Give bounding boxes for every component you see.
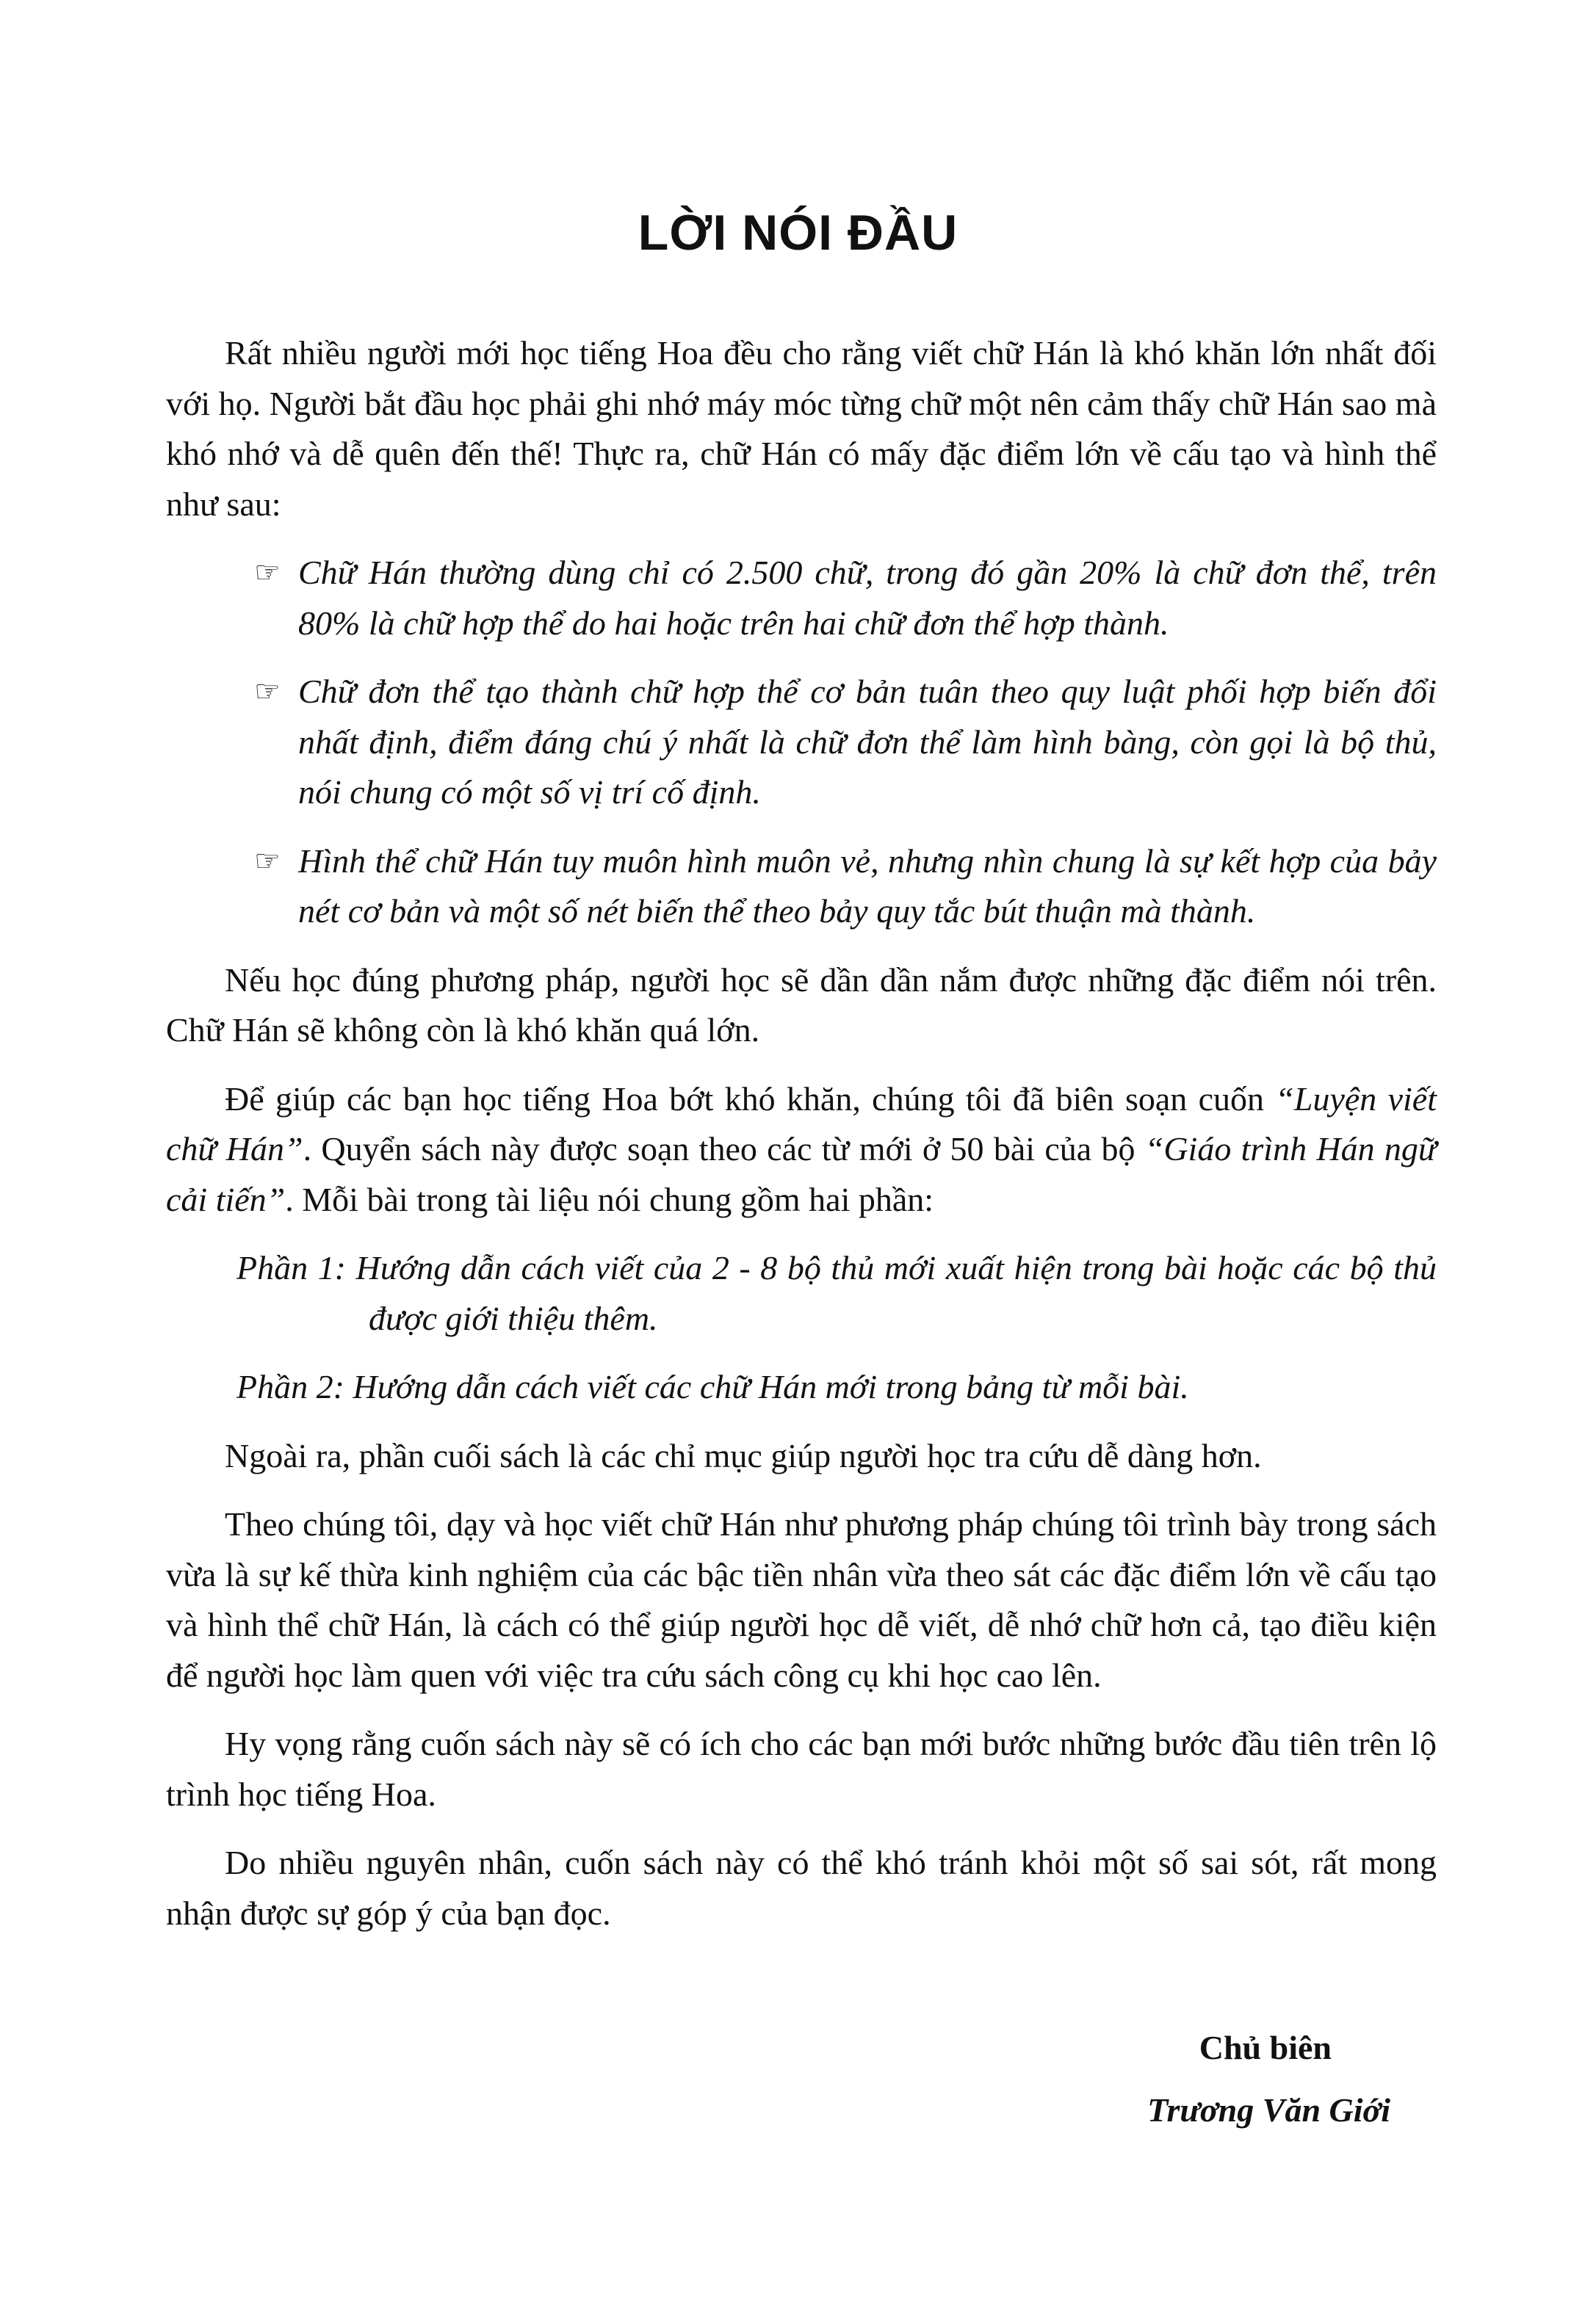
pointing-hand-icon: ☞ xyxy=(254,556,281,590)
part-item: Phần 2: Hướng dẫn cách viết các chữ Hán mới trong bảng từ mỗi bài. xyxy=(236,1368,1189,1405)
opinion-paragraph: Theo chúng tôi, dạy và học viết chữ Hán như phương pháp chúng tôi trình bày trong sách vừa là sự kế thừa kinh nghiệm của các bậc tiền nhân vừa theo sát các đặc điểm lớn về cấu tạo và hình thể chữ Hán, là cách có thể giúp người học dễ viết, dễ nhớ chữ hơn cả, tạo điều kiện để người học làm quen với việc tra cứu sách công cụ khi học cao lên. xyxy=(166,1505,1437,1694)
list-item xyxy=(166,667,1437,818)
signature-role: Chủ biên xyxy=(1199,2029,1332,2066)
errors-paragraph: Do nhiều nguyên nhân, cuốn sách này có thể khó tránh khỏi một số sai sót, rất mong nhận được sự góp ý của bạn đọc. xyxy=(166,1844,1437,1932)
part-item: Phần 1: Hướng dẫn cách viết của 2 - 8 bộ thủ mới xuất hiện trong bài hoặc các bộ thủ được giới thiệu thêm. xyxy=(236,1249,1437,1337)
page-title: LỜI NÓI ĐẦU xyxy=(638,205,958,261)
list-item-text: Chữ đơn thể tạo thành chữ hợp thể cơ bản tuân theo quy luật phối hợp biến đổi nhất định, điểm đáng chú ý nhất là chữ đơn thể làm hình bàng, còn gọi là bộ thủ, nói chung có một số vị trí cố định. xyxy=(298,673,1437,811)
feature-list xyxy=(166,548,1437,937)
book-paragraph xyxy=(166,1074,1437,1226)
list-item xyxy=(166,548,1437,648)
index-paragraph: Ngoài ra, phần cuối sách là các chỉ mục giúp người học tra cứu dễ dàng hơn. xyxy=(225,1436,1262,1474)
book-title-1: “Luyện viết chữ Hán” xyxy=(166,1079,1437,1168)
pointing-hand-icon: ☞ xyxy=(254,675,281,709)
parts-list xyxy=(166,1243,1437,1413)
intro-paragraph: Rất nhiều người mới học tiếng Hoa đều cho rằng viết chữ Hán là khó khăn lớn nhất đối với họ. Người bắt đầu học phải ghi nhớ máy móc từng chữ một nên cảm thấy chữ Hán sao mà khó nhớ và dễ quên đến thế! Thực ra, chữ Hán có mấy đặc điểm lớn về cấu tạo và hình thể như sau: xyxy=(166,334,1437,523)
list-item xyxy=(166,836,1437,937)
book-text: Để giúp các bạn học tiếng Hoa bớt khó khăn, chúng tôi đã biên soạn cuốn xyxy=(225,1079,1276,1118)
method-paragraph: Nếu học đúng phương pháp, người học sẽ dần dần nắm được những đặc điểm nói trên. Chữ Hán sẽ không còn là khó khăn quá lớn. xyxy=(166,960,1437,1049)
book-title-2: “Giáo trình Hán ngữ cải tiến” xyxy=(166,1130,1437,1218)
book-text: . Quyển sách này được soạn theo các từ mới ở 50 bài của bộ xyxy=(303,1130,1145,1168)
signature-name: Trương Văn Giới xyxy=(1147,2091,1390,2129)
book-text: . Mỗi bài trong tài liệu nói chung gồm hai phần: xyxy=(285,1180,934,1218)
list-item-text: Hình thể chữ Hán tuy muôn hình muôn vẻ, nhưng nhìn chung là sự kết hợp của bảy nét cơ bản và một số nét biến thể theo bảy quy tắc bút thuận mà thành. xyxy=(298,841,1437,930)
hope-paragraph: Hy vọng rằng cuốn sách này sẽ có ích cho các bạn mới bước những bước đầu tiên trên lộ trình học tiếng Hoa. xyxy=(166,1725,1437,1813)
list-item-text: Chữ Hán thường dùng chỉ có 2.500 chữ, trong đó gần 20% là chữ đơn thể, trên 80% là chữ hợp thể do hai hoặc trên hai chữ đơn thể hợp thành. xyxy=(298,554,1437,642)
preface-body xyxy=(166,328,1437,1957)
pointing-hand-icon: ☞ xyxy=(254,844,281,878)
